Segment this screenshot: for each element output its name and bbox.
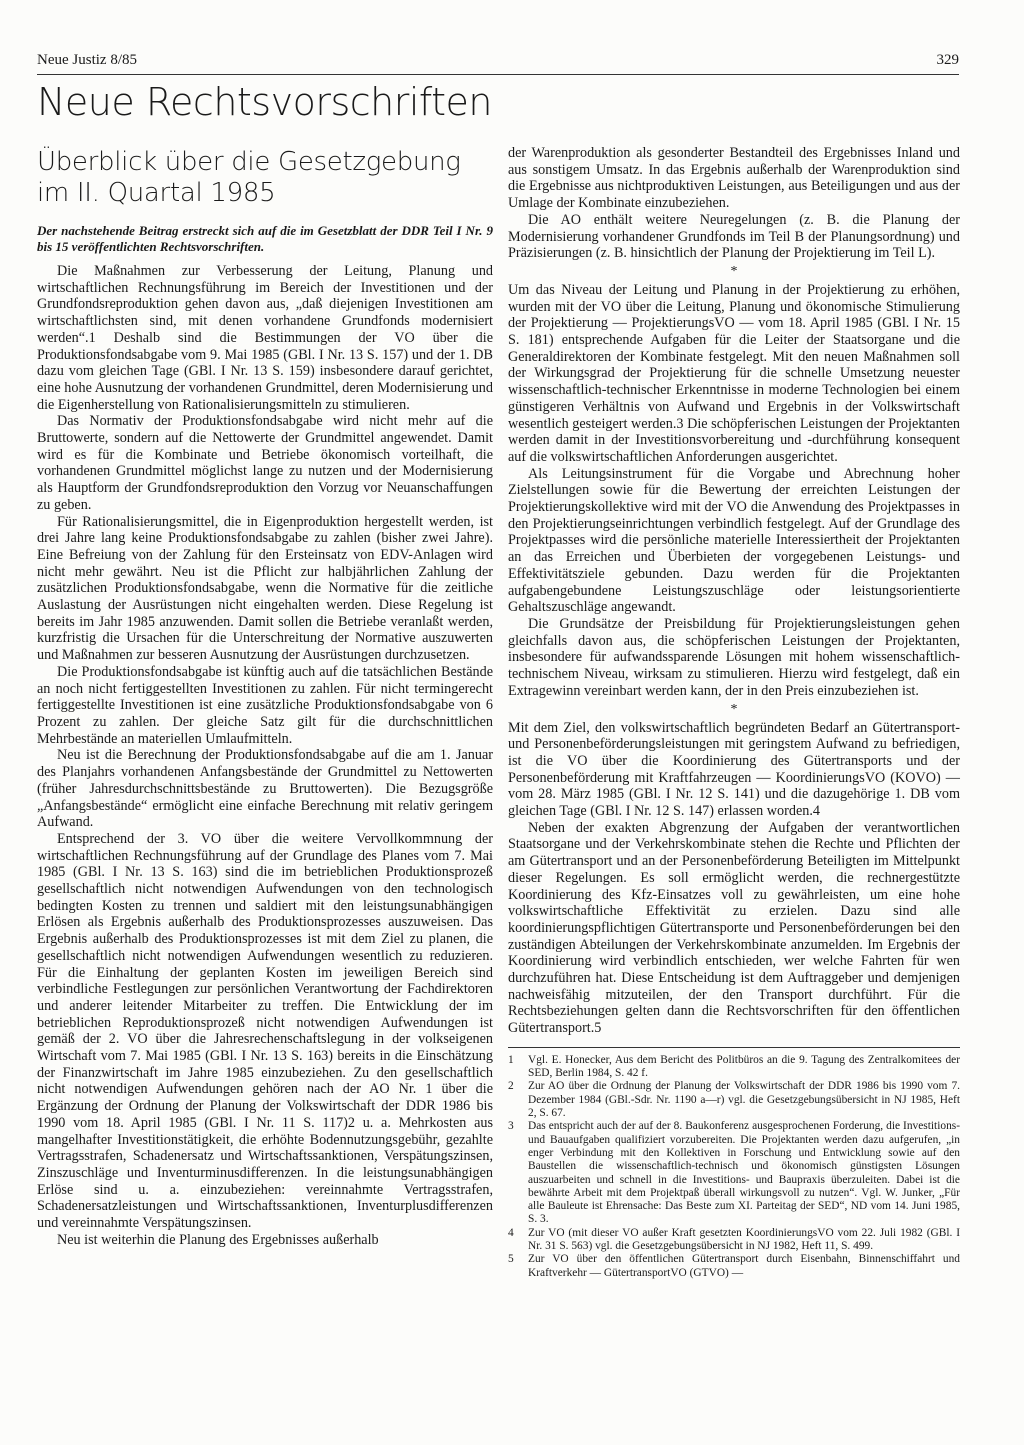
article-title bbox=[37, 147, 493, 209]
footnote bbox=[508, 1120, 960, 1226]
footnote-number: 4 bbox=[508, 1226, 514, 1239]
body-paragraph: Für Rationalisierungsmittel, die in Eigenproduktion hergestellt werden, ist drei Jahre lang keine Produktionsfondsabgabe zu zahlen (bisher zwei Jahre). Eine Befreiung von der Zahlung für den Ersteinsatz von EDV-Anlagen wird nicht mehr gewährt. Neu ist die Pflicht zur halbjährlichen Zahlung der zusätzlichen Produktionsfondsabgabe, wenn die Normative für die zeitliche Auslastung der Ausrüstungen nicht eingehalten werden. Diese Regelung ist bereits im Jahr 1985 anzuwenden. Damit sollen die Betriebe veranlaßt werden, kurzfristig die Ursachen für die Unterschreitung der Normative auszuwerten und Maßnahmen zur besseren Ausnutzung der Ausrüstungen durchzusetzen. bbox=[37, 513, 493, 664]
body-paragraph: Als Leitungsinstrument für die Vorgabe und Abrechnung hoher Zielstellungen sowie für die Bewertung der erreichten Leistungen der Projektierungskollektive wird mit der VO die Anwendung des Projektpasses in den Projektierungseinrichtungen verbindlich festgelegt. Auf der Grundlage des Projektpasses wird die persönliche materielle Interessiertheit der Projektanten an das Erreichen und Überbieten der vorgegebenen Leistungs- und Effektivitätsziele gebunden. Dazu werden für die Projektanten aufgabengebundene Leistungszuschläge oder leistungsorientierte Gehaltszuschläge angewandt. bbox=[508, 465, 960, 616]
footnote-number: 3 bbox=[508, 1120, 514, 1133]
body-paragraph: Um das Niveau der Leitung und Planung in der Projektierung zu erhöhen, wurden mit der VO über die Leitung, Planung und ökonomische Stimulierung der Projektierung — ProjektierungsVO — vom 18. April 1985 (GBl. I Nr. 15 S. 181) entsprechende Aufgaben für die Leiter der Staatsorgane und die Generaldirektoren der Kombinate festgelegt. Mit den neuen Maßnahmen soll der Wirkungsgrad der Projektierung für die schnelle Umsetzung neuester wissenschaftlich-technischer Erkenntnisse in moderne Technologien bei einem günstigeren Verhältnis von Aufwand und Ergebnis in der Volkswirtschaft wesentlich gesteigert werden.3 Die schöpferischen Leistungen der Projektanten werden damit in der Investitionsvorbereitung und -durchführung konsequent auf die volkswirtschaftlichen Anforderungen ausgerichtet. bbox=[508, 281, 960, 465]
footnote-text: Vgl. E. Honecker, Aus dem Bericht des Politbüros an die 9. Tagung des Zentralkomitees der SED, Berlin 1984, S. 42 f. bbox=[528, 1053, 960, 1080]
body-paragraph: Das Normativ der Produktionsfondsabgabe wird nicht mehr auf die Bruttowerte, sondern auf die Nettowerte der Grundmittel angewendet. Damit wird es für die Kombinate und Betriebe ökonomisch vorteilhaft, die vorhandenen Grundmittel möglichst lange zu nutzen und der Modernisierung als Hauptform der Grundfondsreproduktion den Vorzug vor Neuanschaffungen zu geben. bbox=[37, 413, 493, 513]
section-separator: * bbox=[730, 263, 738, 279]
footnote bbox=[508, 1253, 960, 1280]
article-title-line-2: im II. Quartal 1985 bbox=[37, 178, 276, 208]
footnote-number: 2 bbox=[508, 1080, 514, 1093]
page-header bbox=[37, 52, 959, 72]
footnote-text: Zur AO über die Ordnung der Planung der Volkswirtschaft der DDR 1986 bis 1990 vom 7. Dezember 1984 (GBl.-Sdr. Nr. 1190 a—r) vgl. die Gesetzgebungsübersicht in NJ 1985, Heft 2, S. 67. bbox=[528, 1080, 960, 1120]
footnote bbox=[508, 1054, 960, 1081]
header-rule bbox=[37, 74, 959, 75]
body-paragraph: Neu ist weiterhin die Planung des Ergebnisses außerhalb bbox=[57, 1231, 379, 1248]
section-title: Neue Rechtsvorschriften bbox=[37, 80, 492, 124]
footnote bbox=[508, 1227, 960, 1254]
section-separator: * bbox=[730, 701, 738, 717]
body-paragraph: Neben der exakten Abgrenzung der Aufgaben der verantwortlichen Staatsorgane und der Verkehrskombinate stehen die Rechte und Pflichten der am Gütertransport und an der Personenbeförderung Beteiligten im Mittelpunkt dieser Regelungen. Es soll ermöglicht werden, die rechnergestützte Koordinierung des Kfz-Einsatzes voll zu gewährleisten, um eine hohe volkswirtschaftliche Effektivität zu erzielen. Dazu sind alle koordinierungspflichtigen Gütertransporte und Personenbeförderungen bei den zuständigen Abteilungen der Verkehrskombinate anzumelden. Im Ergebnis der Koordinierung wird verbindlich entschieden, wer welche Fahrten für wen durchzuführen hat. Diese Entscheidung ist dem Auftraggeber und demjenigen nachweisfähig mitzuteilen, der den Transport durchführt. Für die Rechtsbeziehungen gelten dann die Rechtsvorschriften für den öffentlichen Gütertransport.5 bbox=[508, 819, 960, 1037]
body-paragraph: Die Maßnahmen zur Verbesserung der Leitung, Planung und wirtschaftlichen Rechnungsführung im Bereich der Investitionen und der Grundfondsreproduktion gehen davon aus, „daß diejenigen Investitionen am wirtschaftlichsten sind, mit denen vorhandene Grundfonds modernisiert werden“.1 Deshalb sind die Bestimmungen der VO über die Produktionsfondsabgabe vom 9. Mai 1985 (GBl. I Nr. 13 S. 157) und der 1. DB dazu vom gleichen Tage (GBl. I Nr. 13 S. 159) insbesondere darauf gerichtet, eine hohe Ausnutzung der vorhandenen Grundmittel, deren Modernisierung und die Eigenherstellung von Rationalisierungsmitteln zu stimulieren. bbox=[37, 263, 493, 413]
article-lead: Der nachstehende Beitrag erstreckt sich auf die im Gesetzblatt der DDR Teil I Nr. 9 bis 15 veröffentlichten Rechtsvorschriften. bbox=[37, 223, 493, 254]
body-paragraph: der Warenproduktion als gesonderter Bestandteil des Ergebnisses Inland und aus sonstigem Umsatz. In das Ergebnis außerhalb der Warenproduktion sind die Ergebnisse aus nichtproduktiven Leistungen, aus Beteiligungen und aus der Umlage der Kombinate einzubeziehen. bbox=[508, 145, 960, 212]
body-paragraph: Mit dem Ziel, den volkswirtschaftlich begründeten Bedarf an Gütertransport- und Personenbeförderungsleistungen mit geringstem Aufwand zu befriedigen, ist die VO über die Koordinierung des Gütertransports und der Personenbeförderung mit Kraftfahrzeugen — KoordinierungsVO (KOVO) — vom 28. März 1985 (GBl. I Nr. 12 S. 141) und die dazugehörige 1. DB vom gleichen Tage (GBl. I Nr. 12 S. 147) erlassen worden.4 bbox=[508, 719, 960, 820]
footnote-number: 1 bbox=[508, 1053, 514, 1066]
right-column bbox=[508, 145, 960, 1280]
body-paragraph: Die AO enthält weitere Neuregelungen (z. B. die Planung der Modernisierung vorhandener Grundfonds im Teil B der Planungsordnung) und Präzisierungen (z. B. hinsichtlich der Planung der Projektierung im Teil L). bbox=[508, 211, 960, 262]
footnote bbox=[508, 1080, 960, 1120]
footnote-text: Zur VO über den öffentlichen Gütertransport durch Eisenbahn, Binnenschiffahrt und Kraftverkehr — GütertransportVO (GTVO) — bbox=[528, 1253, 960, 1279]
body-paragraph: Die Produktionsfondsabgabe ist künftig auch auf die tatsächlichen Bestände an noch nicht fertiggestellten Investitionen zu zahlen. Für nicht termingerecht fertiggestellte Investitionen ist eine zusätzliche Produktionsfondsabgabe von 6 Prozent zu zahlen. Der gleiche Satz gilt für die durchschnittlichen Mehrbestände an materiellen Umlaufmitteln. bbox=[37, 663, 493, 747]
body-paragraph: Die Grundsätze der Preisbildung für Projektierungsleistungen gehen gleichfalls davon aus, die schöpferischen Leistungen der Projektanten, insbesondere für aufwandssparende Lösungen mit hohem wissenschaftlich-technischem Niveau, wirksam zu stimulieren. Hierzu wird festgelegt, daß ein Extragewinn vereinbart werden kann, der in den Preis einzubeziehen ist. bbox=[508, 615, 960, 699]
article-title-line-1: Überblick über die Gesetzgebung bbox=[37, 147, 461, 177]
body-paragraph: Neu ist die Berechnung der Produktionsfondsabgabe auf die am 1. Januar des Planjahrs vorhandenen Anfangsbestände der Grundmittel zu Nettowerten (früher Jahresdurchschnittsbestände zu Bruttowerten). Die Bezugsgröße „Anfangsbestände“ ermöglicht eine einfache Berechnung mit relativ geringem Aufwand. bbox=[37, 747, 493, 831]
body-paragraph: Entsprechend der 3. VO über die weitere Vervollkommnung der wirtschaftlichen Rechnungsführung auf der Grundlage des Planes vom 7. Mai 1985 (GBl. I Nr. 13 S. 163) sind die im betrieblichen Produktionsprozeß gesellschaftlich nicht notwendigen Aufwendungen von den technologisch bedingten Kosten zu trennen und saldiert mit den leistungsunabhängigen Erlösen als Ergebnis außerhalb des Produktionsprozesses auszuweisen. Das Ergebnis außerhalb des Produktionsprozesses ist mit dem Ziel zu planen, die gesellschaftlich nicht notwendigen Aufwendungen wesentlich zu reduzieren. Für die Einhaltung der geplanten Kosten im jeweiligen Bereich sind verbindliche Festlegungen zur persönlichen Verantwortung der Fachdirektoren und anderer leitender Mitarbeiter zu treffen. Die Entwicklung der im betrieblichen Reproduktionsprozeß nicht notwendigen Aufwendungen ist gemäß der 2. VO über die Jahresrechenschaftslegung in der volkseigenen Wirtschaft vom 7. Mai 1985 (GBl. I Nr. 13 S. 163) bereits in die Einschätzung der Finanzwirtschaft im Jahre 1985 einzubeziehen. Zu den gesellschaftlich nicht notwendigen Aufwendungen gehören nach der AO Nr. 1 über die Ergänzung der Ordnung der Planung der Volkswirtschaft der DDR 1986 bis 1990 vom 18. April 1985 (GBl. I Nr. 11 S. 117)2 u. a. Mehrkosten aus mangelhafter Investitionstätigkeit, die erhöhte Bodennutzungsgebühr, gezahlte Vertragsstrafen, Schadenersatz und Wirtschaftssanktionen, Verspätungszinsen, Zinszuschläge und Inventurminusdifferenzen. In die leistungsunabhängigen Erlöse sind u. a. einzubeziehen: vereinnahmte Vertragsstrafen, Schadenersatzleistungen und Wirtschaftssanktionen, Inventurplusdifferenzen und vereinnahmte Verspätungszinsen. bbox=[37, 830, 493, 1232]
footnote-text: Zur VO (mit dieser VO außer Kraft gesetzten KoordinierungsVO vom 22. Juli 1982 (GBl. I Nr. 31 S. 563) vgl. die Gesetzgebungsübersicht in NJ 1982, Heft 11, S. 499. bbox=[528, 1226, 960, 1253]
footnote-text: Das entspricht auch der auf der 8. Baukonferenz ausgesprochenen Forderung, die Investitions- und Bauaufgaben qualifiziert vorzubereiten. Die Projektanten werden dazu aufgerufen, „in enger Verbindung mit den Kollektiven in Forschung und Entwicklung sowie auf den Baustellen die wissenschaftlich-technisch und ökonomisch günstigsten Lösungen auszuarbeiten und schnell in die Investitions- und Baupraxis überzuleiten. Dabei ist die bewährte Arbeit mit dem Projektpaß überall wirkungsvoll zu nutzen“. Vgl. W. Junker, „Für alle Bauleute ist Ehrensache: Das Beste zum XI. Parteitag der SED“, ND vom 14. Juni 1985, S. 3. bbox=[528, 1120, 960, 1226]
footnote-number: 5 bbox=[508, 1253, 514, 1266]
left-column bbox=[37, 145, 493, 1248]
journal-issue: Neue Justiz 8/85 bbox=[37, 52, 137, 68]
page-number: 329 bbox=[936, 52, 959, 68]
footnotes bbox=[508, 1047, 960, 1280]
